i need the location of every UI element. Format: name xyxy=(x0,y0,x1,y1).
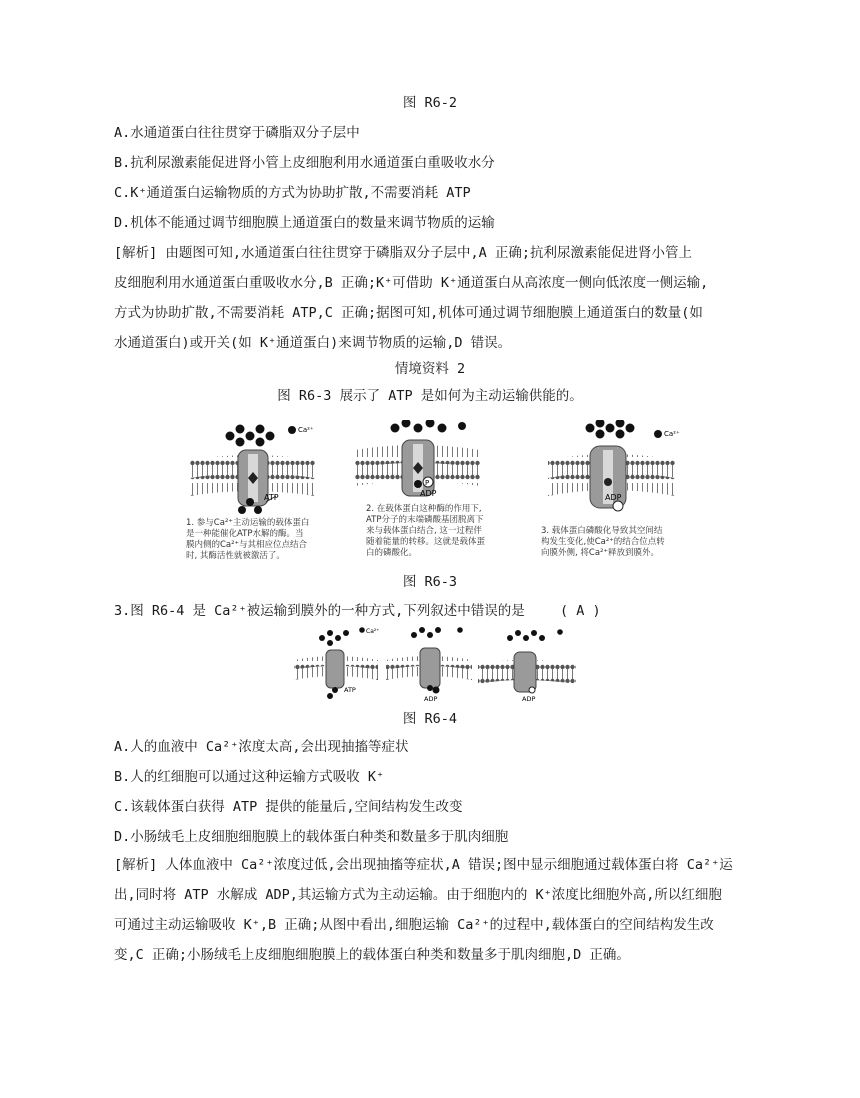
q3-analysis-line: 可通过主动运输吸收 K⁺,B 正确;从图中看出,细胞运输 Ca²⁺的过程中,载体蛋白的空间结构发生改 xyxy=(114,917,714,933)
q2-analysis-line: 水通道蛋白)或开关(如 K⁺通道蛋白)来调节物质的运输,D 错误。 xyxy=(114,335,512,351)
adp-label: ADP xyxy=(424,695,438,703)
section-title: 情境资料 2 xyxy=(394,361,466,377)
q3-option-c: C.该载体蛋白获得 ATP 提供的能量后,空间结构发生改变 xyxy=(114,799,463,815)
section-intro: 图 R6-3 展示了 ATP 是如何为主动运输供能的。 xyxy=(277,388,583,404)
figure-caption-r6-3: 图 R6-3 xyxy=(402,574,458,590)
caption-line: 3. 载体蛋白磷酸化导致其空间结 xyxy=(541,526,663,536)
caption-line: 向膜外侧, 将Ca²⁺释放到膜外。 xyxy=(541,548,659,558)
q3-answer: ( A ) xyxy=(560,603,601,619)
caption-line: 来与载体蛋白结合, 这一过程伴 xyxy=(366,526,482,536)
figure-caption-r6-4: 图 R6-4 xyxy=(402,711,458,727)
q3-analysis-line: 出,同时将 ATP 水解成 ADP,其运输方式为主动运输。由于细胞内的 K⁺浓度比细胞外高,所以红细胞 xyxy=(114,887,722,903)
ion-label: Ca²⁺ xyxy=(664,430,680,438)
q3-stem: 3.图 R6-4 是 Ca²⁺被运输到膜外的一种方式,下列叙述中错误的是 xyxy=(114,603,525,619)
r6-4-panel-2 xyxy=(386,627,472,703)
q2-option-b: B.抗利尿激素能促进肾小管上皮细胞利用水通道蛋白重吸收水分 xyxy=(114,155,495,171)
q3-analysis-line: [解析] 人体血液中 Ca²⁺浓度过低,会出现抽搐等症状,A 错误;图中显示细胞通过载体蛋白将 Ca²⁺运 xyxy=(114,857,733,873)
ion-label: Ca²⁺ xyxy=(298,426,314,434)
caption-line: 随着能量的转移。这就是载体蛋 xyxy=(366,537,486,547)
q3-option-b: B.人的红细胞可以通过这种运输方式吸收 K⁺ xyxy=(114,769,385,785)
adp-label: ADP xyxy=(420,489,437,498)
caption-line: 时, 其酶活性就被激活了。 xyxy=(186,551,285,561)
caption-line: 2. 在载体蛋白这种酶的作用下, xyxy=(366,504,482,514)
adp-label: ADP xyxy=(605,493,622,502)
panel-3 xyxy=(548,420,680,511)
figure-r6-4-illustration xyxy=(290,624,580,706)
q2-option-d: D.机体不能通过调节细胞膜上通道蛋白的数量来调节物质的运输 xyxy=(114,215,495,231)
caption-line: 构发生变化,使Ca²⁺的结合位点转 xyxy=(541,537,665,547)
figure-r6-4 xyxy=(290,624,580,706)
panel-3-caption xyxy=(541,526,679,559)
q2-option-c: C.K⁺通道蛋白运输物质的方式为协助扩散,不需要消耗 ATP xyxy=(114,185,471,201)
q2-option-a: A.水通道蛋白往往贯穿于磷脂双分子层中 xyxy=(114,125,360,141)
panel-2 xyxy=(355,420,480,498)
r6-4-panel-1 xyxy=(294,627,379,699)
r6-4-panel-3 xyxy=(478,629,576,703)
q3-option-d: D.小肠绒毛上皮细胞细胞膜上的载体蛋白种类和数量多于肌肉细胞 xyxy=(114,829,509,845)
caption-line: 是一种能催化ATP水解的酶。当 xyxy=(186,529,304,539)
figure-r6-3 xyxy=(180,420,680,570)
ion-label: Ca²⁺ xyxy=(366,628,380,635)
q2-analysis-line: 皮细胞利用水通道蛋白重吸收水分,B 正确;K⁺可借助 K⁺通道蛋白从高浓度一侧向低浓度一侧运输, xyxy=(114,275,709,291)
q2-analysis-line: 方式为协助扩散,不需要消耗 ATP,C 正确;据图可知,机体可通过调节细胞膜上通道蛋白的数量(如 xyxy=(114,305,703,321)
q2-analysis-line: [解析] 由题图可知,水通道蛋白往往贯穿于磷脂双分子层中,A 正确;抗利尿激素能促进肾小管上 xyxy=(114,245,693,261)
p-label: P xyxy=(425,479,430,487)
caption-line: 1. 参与Ca²⁺主动运输的载体蛋白 xyxy=(186,518,310,528)
caption-line: 膜内侧的Ca²⁺与其相应位点结合 xyxy=(186,540,308,550)
atp-label: ATP xyxy=(344,686,356,694)
panel-2-caption xyxy=(366,504,506,559)
adp-label: ADP xyxy=(522,695,536,703)
caption-line: ATP分子的末端磷酸基团脱离下 xyxy=(366,515,484,525)
panel-1 xyxy=(190,425,315,515)
q3-analysis-line: 变,C 正确;小肠绒毛上皮细胞细胞膜上的载体蛋白种类和数量多于肌肉细胞,D 正确。 xyxy=(114,947,630,963)
panel-1-caption xyxy=(186,518,311,562)
q3-option-a: A.人的血液中 Ca²⁺浓度太高,会出现抽搐等症状 xyxy=(114,739,409,755)
caption-line: 白的磷酸化。 xyxy=(366,548,418,558)
atp-label: ATP xyxy=(264,493,279,502)
figure-caption-r6-2: 图 R6-2 xyxy=(402,95,458,111)
